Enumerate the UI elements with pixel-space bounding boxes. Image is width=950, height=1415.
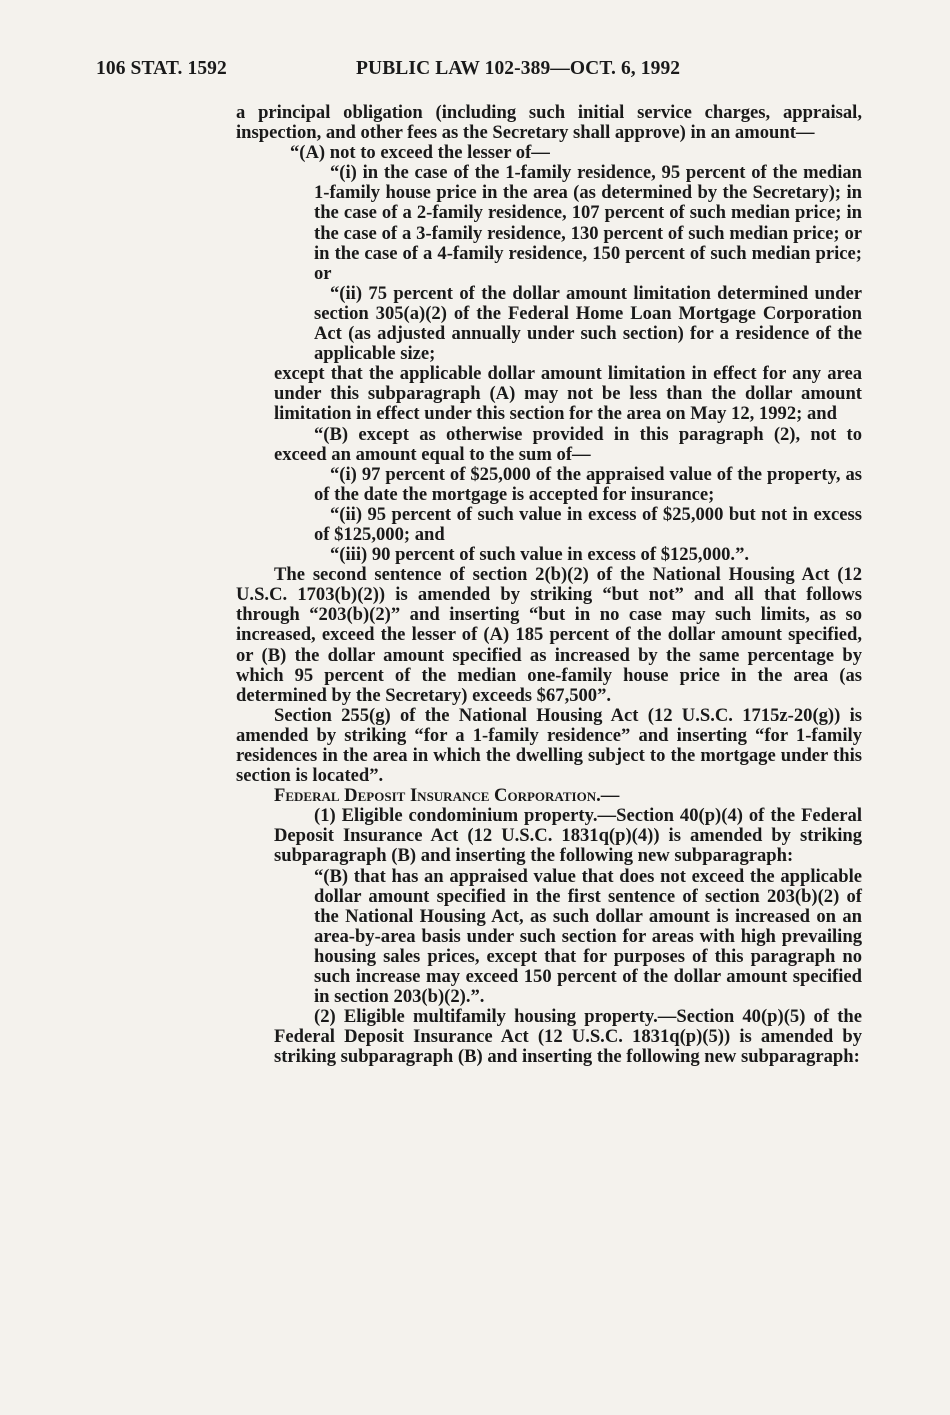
paragraph: except that the applicable dollar amount limitation in effect for any area under this subparagraph (A) may not be less than the dollar amount limitation in effect under this section for the area on May 12, 1992; and (274, 363, 862, 425)
paragraph: “(i) in the case of the 1-family residence, 95 percent of the median 1-family house price in the area (as determined by the Secretary); in the case of a 2-family residence, 107 percent of such median price; in the case of a 3-family residence, 130 percent of such median price; or in the case of a 4-family residence, 150 percent of such median price; or (314, 162, 862, 284)
paragraph: “(iii) 90 percent of such value in excess of $125,000.”. (330, 544, 750, 566)
paragraph: “(ii) 95 percent of such value in excess of $25,000 but not in excess of $125,000; and (314, 503, 862, 545)
paragraph: a principal obligation (including such initial service charges, appraisal, inspection, and other fees as the Secretary shall approve) in an amount— (236, 102, 862, 144)
paragraph: (1) Eligible condominium property.—Section 40(p)(4) of the Federal Deposit Insurance Act (12 U.S.C. 1831q(p)(4)) is amended by striking subparagraph (B) and inserting the following new subparagraph: (274, 805, 862, 867)
law-reference: PUBLIC LAW 102-389—OCT. 6, 1992 (356, 58, 681, 79)
stat-reference: 106 STAT. 1592 (96, 58, 227, 79)
body-text (236, 103, 862, 1068)
paragraph: “(i) 97 percent of $25,000 of the appraised value of the property, as of the date the mortgage is accepted for insurance; (314, 463, 862, 505)
paragraph: Section 255(g) of the National Housing Act (12 U.S.C. 1715z-20(g)) is amended by striking “for a 1-family residence” and inserting “for 1-family residences in the area in which the dwelling subject to the mortgage under this section is located”. (236, 704, 862, 787)
paragraph: The second sentence of section 2(b)(2) of the National Housing Act (12 U.S.C. 1703(b)(2)) is amended by striking “but not” and all that follows through “203(b)(2)” and inserting “but in no case may such limits, as so increased, exceed the lesser of (A) 185 percent of the dollar amount specified, or (B) the dollar amount specified as increased by the same percentage by which 95 percent of the median one-family house price in the area (as determined by the Secretary) exceeds $67,500”. (236, 564, 862, 706)
section-heading: Federal Deposit Insurance Corporation.— (274, 785, 620, 807)
paragraph: “(A) not to exceed the lesser of— (290, 142, 550, 164)
paragraph: “(B) except as otherwise provided in this paragraph (2), not to exceed an amount equal to the sum of— (274, 423, 862, 465)
paragraph: “(ii) 75 percent of the dollar amount limitation determined under section 305(a)(2) of the Federal Home Loan Mortgage Corporation Act (as adjusted annually under such section) for a residence of the applicable size; (314, 282, 862, 365)
paragraph: “(B) that has an appraised value that does not exceed the applicable dollar amount specified in the first sentence of section 203(b)(2) of the National Housing Act, as such dollar amount is increased on an area-by-area basis under such section for areas with high prevailing housing sales prices, except that for purposes of this paragraph no such increase may exceed 150 percent of the dollar amount specified in section 203(b)(2).”. (314, 865, 862, 1008)
paragraph: (2) Eligible multifamily housing property.—Section 40(p)(5) of the Federal Deposit Insurance Act (12 U.S.C. 1831q(p)(5)) is amended by striking subparagraph (B) and inserting the following new subparagraph: (274, 1006, 862, 1068)
running-header (96, 58, 864, 84)
